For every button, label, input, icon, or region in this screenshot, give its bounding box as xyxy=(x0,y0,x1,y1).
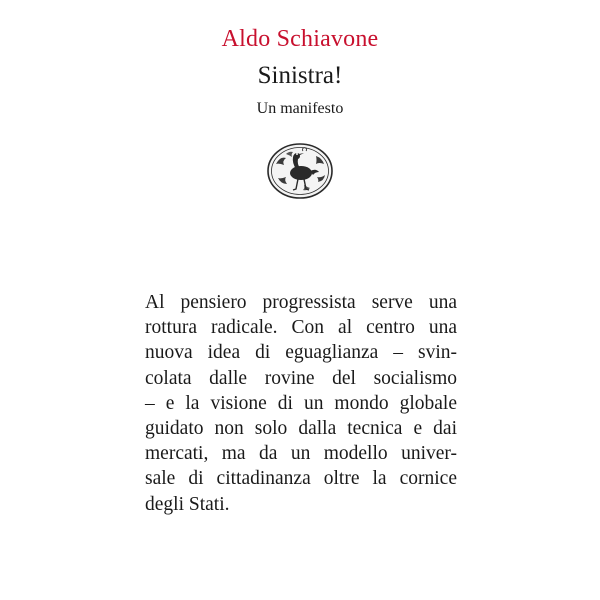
book-subtitle: Un manifesto xyxy=(256,100,344,117)
author-name: Aldo Schiavone xyxy=(221,26,379,52)
blurb-line: colata dalle rovine del socialismo xyxy=(145,367,457,389)
blurb-line: degli Stati. xyxy=(145,493,230,515)
blurb-line: rottura radicale. Con al centro una xyxy=(145,317,457,339)
blurb-line: – e la visione di un mondo globale xyxy=(145,392,457,414)
blurb-line: nuova idea di eguaglianza – svin- xyxy=(145,342,457,364)
blurb-line: sale di cittadinanza oltre la cornice xyxy=(145,468,457,490)
ostrich-emblem-icon xyxy=(266,142,334,200)
book-title: Sinistra! xyxy=(257,62,343,89)
blurb-line: mercati, ma da un modello univer- xyxy=(145,443,457,465)
blurb-line: guidato non solo dalla tecnica e dai xyxy=(145,418,457,440)
blurb-line: Al pensiero progressista serve una xyxy=(145,292,457,313)
back-cover-blurb xyxy=(145,290,457,517)
